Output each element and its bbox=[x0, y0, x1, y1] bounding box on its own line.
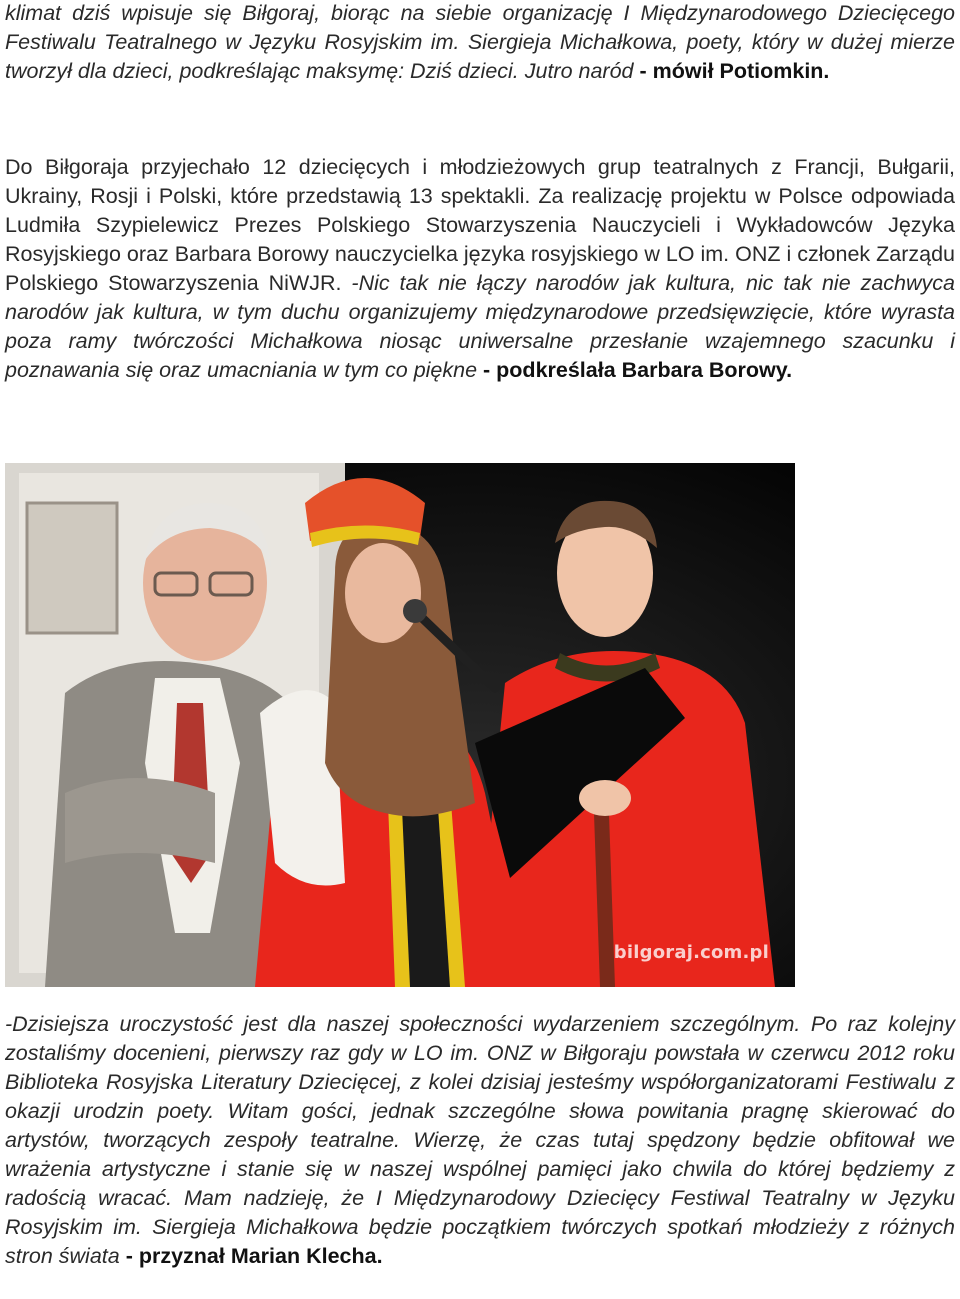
girl-face bbox=[345, 543, 421, 643]
quote-text: -Nic tak nie łączy narodów jak kultura, nic tak nie zachwyca narodów jak kultura, w tym duchu organizujemy międzynarodowe przedsięwzięcie, które wyrasta poza ramy twórczości Michałkowa niosąc uniwersalne przesłanie wzajemnego szacunku i poznawania się oraz umacniania w tym co piękne bbox=[5, 271, 955, 382]
paragraph-3 bbox=[5, 1010, 955, 1271]
attribution: - podkreślała Barbara Borowy. bbox=[477, 358, 793, 382]
paragraph-2 bbox=[5, 153, 955, 385]
photo-illustration bbox=[5, 463, 795, 987]
quote-text: klimat dziś wpisuje się Biłgoraj, biorąc na siebie organizację I Międzynarodowego Dziecięcego Festiwalu Teatralnego w Języku Rosyjskim im. Siergieja Michałkowa, poety, który w dużej mierze tworzył dla dzieci, podkreślając maksymę: Dziś dzieci. Jutro naród bbox=[5, 1, 955, 83]
article-photo bbox=[5, 463, 795, 987]
paragraph-1 bbox=[5, 0, 955, 86]
body-text: Do Biłgoraja przyjechało 12 dziecięcych i młodzieżowych grup teatralnych z Francji, Bułgarii, Ukrainy, Rosji i Polski, które przedstawią 13 spektakli. Za realizację projektu w Polsce odpowiada Ludmiła Szypielewicz Prezes Polskiego Stowarzyszenia Nauczycieli i Wykładowców Języka Rosyjskiego oraz Barbara Borowy nauczycielka języka rosyjskiego w LO im. ONZ i członek Zarządu Polskiego Stowarzyszenia NiWJR. bbox=[5, 155, 955, 295]
photo-watermark: bilgoraj.com.pl bbox=[613, 942, 769, 963]
attribution: - mówił Potiomkin. bbox=[633, 59, 830, 83]
quote-text: -Dzisiejsza uroczystość jest dla naszej społeczności wydarzeniem szczególnym. Po raz kolejny zostaliśmy docenieni, pierwszy raz gdy w LO im. ONZ w Biłgoraju powstała w czerwcu 2012 roku Biblioteka Rosyjska Literatury Dziecięcej, z kolei dzisiaj jesteśmy współorganizatorami Festiwalu z okazji urodzin poety. Witam gości, jednak szczególne słowa powitania pragnę skierować do artystów, tworzących zespoły teatralne. Wierzę, że czas tutaj spędzony będzie obfitował we wrażenia artystyczne i stanie się w naszej wspólnej pamięci jako chwila do której będziemy z radością wracać. Mam nadzieję, że I Międzynarodowy Dziecięcy Festiwal Teatralny w Języku Rosyjskim im. Siergieja Michałkowa będzie początkiem twórczych spotkań młodzieży z różnych stron świata bbox=[5, 1012, 955, 1268]
attribution: - przyznał Marian Klecha. bbox=[119, 1244, 383, 1268]
